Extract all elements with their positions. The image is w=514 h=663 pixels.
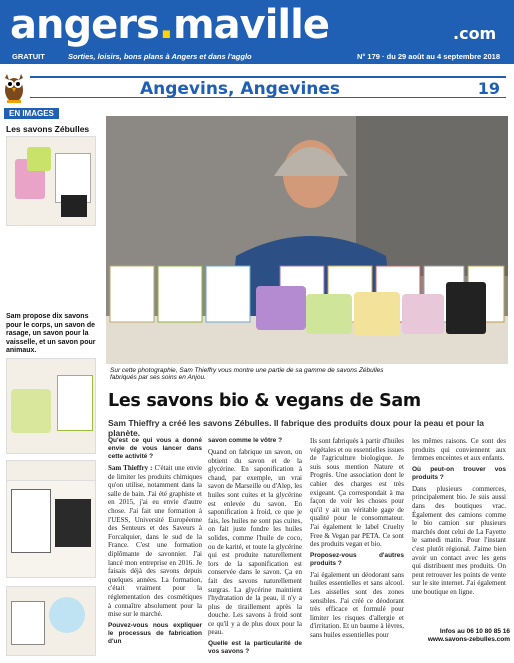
shaving-soap-tin (49, 597, 85, 633)
article-standfirst: Sam Thieffry a créé les savons Zébulles. Il fabrique des produits doux pour la peau et pour la planète. (108, 418, 484, 438)
answer-4: J'ai également un déodorant sans huiles essentielles et sans alcool. Les aisselles sont des zones sensibles. J'ai créé ce déodorant très efficace et formulé pour limiter les risques d'allergie et d'irritation. Et un baume à lèvres, sans huiles essentielles pour (310, 570, 404, 639)
question-5: Où peut-on trouver vos produits ? (412, 465, 506, 481)
answer-1-text: C'était une envie de limiter les produits chimiques qu'on utilise, notamment dans la salle de bain. J'ai été graphiste et en 2015, j'ai eu envie d'autre chose. J'ai fait une formation à l'UESS, Université Européenne des Senteurs et des Saveurs à Forcalquier, dans le sud de la France. C'est une formation diplômante de savonnier. J'ai lancé mon entreprise en 2016. Je faisais déjà des savons depuis quelques années. La formation, c'était vraiment pour la réglementation des cosmétiques à connaître absolument pour la mise sur le marché. (108, 464, 203, 619)
owl-mascot-icon (2, 70, 26, 104)
sidebar-photo-4 (6, 480, 96, 578)
question-2: Pouvez-vous nous expliquer le processus de fabrication d'un (108, 621, 202, 645)
question-2-end: savon comme le vôtre ? (208, 437, 283, 444)
question-4: Proposez-vous d'autres produits ? (310, 551, 404, 567)
answer-2: Quand on fabrique un savon, on obtient du savon et de la glycérine. En saponification à chaud, par exemple, un vrai savon de Marseille ou d'Alep, les huiles sont cuites et la glycérine est enlevée du savon. En saponification à froid, ce que je fais, les huiles ne sont pas cuites, on fait juste fondre les huiles solides, comme l'huile de coco, ou de karité, et toute la glycérine qui est produite naturellement lors de la saponification est conservée dans le savon. Ça en fait des savons naturellement surgras. La glycérine maintient l'hydratation de la peau, il n'y a plus de tiraillement après la douche. Les savons à froid sont ce qu'il y a de plus doux pour la peau. (208, 448, 302, 637)
interviewee-name: Sam Thieffry : (108, 464, 153, 472)
soap-yellow-green (11, 389, 51, 433)
photo-caption: Sur cette photographie, Sam Thieffry vous montre une partie de sa gamme de savons Zébulles fabriqués par ses soins en Anjou. (110, 367, 384, 381)
question-1: Qu'est ce qui vous a donné envie de vous lancer dans cette activité ? (108, 437, 202, 460)
main-photo (106, 116, 508, 364)
sidebar-photo-1 (6, 136, 96, 226)
section-title: Angevins, Angevines (139, 79, 341, 99)
contact-website[interactable]: www.savons-zebulles.com (427, 636, 510, 643)
soap-green (27, 147, 51, 171)
contact-info (424, 628, 510, 644)
sidebar-caption: Sam propose dix savons pour le corps, un savon de rasage, un savon pour la vaisselle, et un savon pour animaux. (6, 313, 96, 354)
article-headline: Les savons bio & vegans de Sam (108, 391, 421, 411)
sidebar-images (4, 108, 100, 663)
masthead-subline (0, 50, 514, 64)
sidebar-photo-2 (6, 358, 96, 454)
sidebar-tag: EN IMAGES (4, 108, 59, 119)
page-number: 19 (477, 79, 500, 98)
section-bar (30, 76, 506, 98)
article-column-4 (412, 437, 506, 600)
soap-black (55, 499, 91, 547)
logo-dot: . (158, 2, 173, 48)
answer-3: Ils sont fabriqués à partir d'huiles végétales et ou essentielles issues de l'agriculture biologique. Je suis sous mention Nature et Progrès. Une association dont le cahier des charges est très exigeant. Ça correspondait à ma façon de voir les choses pour qu'il y ait un véritable gage de qualité pour le consommateur. J'ai également le label Cruelty Free & Vegan par PETA. Ce sont des produits vegan et bio. (310, 437, 404, 549)
main-photo-illustration (106, 116, 508, 364)
answer-5: Dans plusieurs commerces, principalement bio. Je suis aussi dans des boutiques vrac. Également des camions comme le bio camion sur plusieurs marchés dont celui de La Fayette le samedi matin. Pour l'instant c'est plutôt régional. J'aime bien avoir un contact avec les gens qui distribuent mes produits. On peut retrouver les points de vente sur le site internet. J'ai également une boutique en ligne. (412, 484, 506, 596)
soap-box-white (11, 601, 45, 645)
sidebar-photo-5 (6, 586, 96, 656)
answer-1 (108, 464, 202, 619)
soap-charcoal (61, 195, 87, 217)
sidebar-heading: Les savons Zébulles (6, 124, 90, 134)
contact-phone: Infos au 06 10 80 85 16 (439, 628, 510, 635)
article-column-2 (208, 437, 302, 659)
free-label: GRATUIT (12, 52, 45, 61)
site-logo[interactable] (10, 2, 329, 48)
soap-box-diamant (11, 489, 51, 553)
logo-suffix: .com (453, 24, 497, 43)
tagline: Sorties, loisirs, bons plans à Angers et dans l'agglo (68, 52, 252, 61)
logo-angers: angers (10, 2, 159, 48)
issue-info: N° 179 · du 29 août au 4 septembre 2018 (356, 52, 500, 61)
article-column-3 (310, 437, 404, 642)
article-column-1 (108, 437, 202, 649)
question-3: Quelle est la particularité de vos savons ? (208, 640, 302, 656)
soap-box-green (57, 375, 93, 431)
masthead (0, 0, 514, 72)
logo-maville: maville (172, 2, 329, 48)
answer-4-end: les mêmes raisons. Ce sont des produits qui conviennent aux femmes enceintes et aux enfants. (412, 437, 506, 463)
